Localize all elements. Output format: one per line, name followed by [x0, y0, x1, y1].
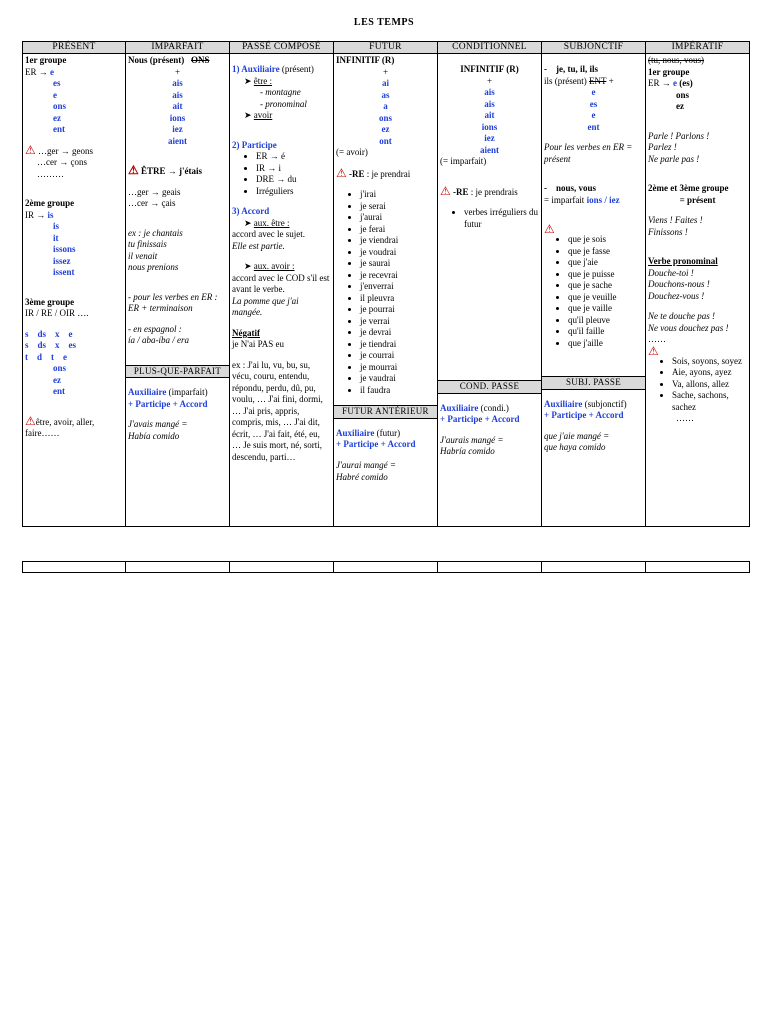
- imparfait-plus: +: [174, 66, 181, 77]
- imparfait-ending: iez: [172, 124, 183, 135]
- subj-list-item: • que j'aie: [568, 257, 643, 269]
- subj-nv-txt: = imparfait ions / iez: [544, 194, 620, 205]
- pc-avoir: ➤ avoir: [244, 110, 273, 121]
- cond-ending: aient: [480, 144, 499, 155]
- present-g3-stem: IR / RE / OIR ….: [25, 308, 89, 319]
- cond-ending: ions: [481, 121, 498, 132]
- empty-row: [23, 562, 750, 573]
- imparfait-head: Nous (présent) ONS: [128, 55, 210, 65]
- present-note: …cer → çons: [37, 157, 87, 168]
- present-g2-ending: issez: [53, 255, 71, 266]
- pc-aux-title: 1) Auxiliaire (présent): [232, 64, 314, 74]
- page-title: LES TEMPS: [353, 17, 415, 28]
- present-g2-line: IR → is: [25, 209, 54, 220]
- subj-list-item: • qu'il faille: [568, 326, 643, 338]
- imp-g23-title: 2ème et 3ème groupe: [648, 183, 729, 194]
- subj-list-item: • qu'il pleuve: [568, 315, 643, 327]
- cond-ending: iez: [484, 133, 495, 144]
- imp-g1-line: ER → e (es): [648, 78, 693, 89]
- subj-passe-example: que j'aie mangé =: [544, 430, 610, 441]
- imp-pron-ex: Douchons-nous !: [648, 279, 710, 290]
- present-g3-row: s ds x es: [25, 340, 77, 351]
- subj-passe-esp: que haya comido: [544, 442, 606, 453]
- imp-end: ……: [676, 413, 694, 424]
- imparfait-ending: ais: [172, 78, 183, 89]
- futur-ant-header: FUTUR ANTÉRIEUR: [334, 405, 437, 419]
- pc-examples: ex : J'ai lu, vu, bu, su, vécu, couru, entendu, répondu, perdu, dû, pu, voulu, … J'ai fini, dormi, … J'ai pris, appris, compris, mis, … J'ai dit, écrit, … J'ai fait, été, eu, … Je suis mort, né, sorti, descendu, parti…: [232, 359, 323, 462]
- futur-ant-aux: Auxiliaire (futur): [336, 427, 401, 438]
- empty-cell: [23, 562, 126, 573]
- header-futur: FUTUR: [334, 42, 438, 54]
- tenses-table: [22, 41, 750, 527]
- cond-passe-example: J'aurais mangé =: [440, 434, 504, 445]
- present-g1-ending: es: [53, 78, 61, 89]
- pc-part-list: [232, 151, 331, 197]
- cond-list-item: • verbes irréguliers du futur: [464, 207, 539, 230]
- imp-g23-sub: = présent: [679, 194, 716, 205]
- imparfait-example: nous prenions: [128, 262, 179, 273]
- header-conditionnel: CONDITIONNEL: [438, 42, 542, 54]
- imp-g1-ending: ons: [676, 89, 690, 100]
- subj-head: - je, tu, il, ils: [544, 64, 598, 74]
- futur-list-item: • je mourrai: [360, 362, 435, 374]
- present-g1-ending: ons: [53, 101, 67, 112]
- subj-list-item: • que je sois: [568, 234, 643, 246]
- present-g2-ending: issons: [53, 244, 76, 255]
- present-g3-title: 3ème groupe: [25, 296, 75, 307]
- imparfait-esp-note: - en espagnol :: [128, 323, 182, 334]
- futur-ending: as: [381, 89, 390, 100]
- empty-cell: [334, 562, 438, 573]
- empty-cell: [438, 562, 542, 573]
- subj-list-item: • que j'aille: [568, 338, 643, 350]
- imp-g23-ex: Viens ! Faites !: [648, 215, 703, 226]
- cond-passe-aux: Auxiliaire (condi.): [440, 402, 509, 413]
- cond-head: INFINITIF (R): [460, 64, 519, 74]
- futur-list-item: • je verrai: [360, 316, 435, 328]
- present-g1-ending: e: [53, 89, 57, 100]
- futur-list-item: • il faudra: [360, 385, 435, 397]
- imparfait-esp-forms: ía / aba-íba / era: [128, 335, 189, 346]
- imp-g23-ex: Finissons !: [648, 226, 688, 237]
- present-g3-ending: ez: [53, 374, 61, 385]
- subj-ending: e: [591, 87, 596, 98]
- futur-avoir: (= avoir): [336, 147, 368, 158]
- pc-acc-avoir-ex: La pomme que j'ai mangée.: [232, 295, 299, 318]
- header-subjonctif: SUBJONCTIF: [542, 42, 646, 54]
- cond-ending: ais: [484, 87, 495, 98]
- pc-acc-avoir-txt: accord avec le COD s'il est avant le verbe.: [232, 272, 330, 295]
- subj-nv-head: - nous, vous: [544, 183, 597, 194]
- warning-icon: ⚠: [440, 183, 451, 198]
- imp-g1-ex: Parle ! Parlons !: [648, 130, 710, 141]
- imp-neg-ex: Ne te douche pas !: [648, 311, 715, 322]
- present-g1-line: ER → e: [25, 66, 55, 77]
- imparfait-ending: aient: [168, 135, 187, 146]
- warning-icon: ⚠: [544, 222, 555, 237]
- subj-list-item: • que je fasse: [568, 246, 643, 258]
- pqp-example: J'avais mangé =: [128, 419, 188, 430]
- imparfait-note: …ger → geais: [128, 186, 181, 197]
- subj-list-item: • que je veuille: [568, 292, 643, 304]
- cell-present: [23, 54, 126, 527]
- futur-ant-esp: Habré comido: [336, 471, 388, 482]
- futur-list-item: • je pourrai: [360, 304, 435, 316]
- futur-list: [336, 189, 435, 396]
- futur-list-item: • je recevrai: [360, 270, 435, 282]
- imp-list: [648, 356, 747, 414]
- present-g3-row: s ds x e: [25, 328, 73, 339]
- futur-list-item: • je ferai: [360, 224, 435, 236]
- subj-list-item: • que je vaille: [568, 303, 643, 315]
- imparfait-example: ex : je chantais: [128, 227, 183, 238]
- imp-pron-ex: Douche-toi !: [648, 267, 694, 278]
- pc-acc-title: 3) Accord: [232, 206, 270, 217]
- futur-list-item: • je voudrai: [360, 247, 435, 259]
- pc-etre-item: - montagne: [260, 87, 301, 98]
- header-imparfait: IMPARFAIT: [126, 42, 230, 54]
- imp-list-item: • Sache, sachons, sachez: [672, 390, 747, 413]
- cell-futur: [334, 54, 438, 527]
- futur-ending: ons: [378, 112, 392, 123]
- futur-list-item: • j'irai: [360, 189, 435, 201]
- subj-ending: es: [589, 98, 598, 109]
- imp-neg-ex: ……: [648, 334, 666, 345]
- cond-ending: ait: [484, 110, 495, 121]
- header-row: [23, 42, 750, 54]
- futur-ending: ai: [381, 78, 389, 89]
- present-g3-ending: ent: [53, 386, 65, 397]
- subj-passe-participe: + Participe + Accord: [544, 410, 624, 421]
- imparfait-ending: ait: [172, 101, 183, 112]
- cond-passe-esp: Habría comido: [440, 446, 495, 457]
- imp-list-item: • Aie, ayons, ayez: [672, 367, 747, 379]
- futur-ant-participe: + Participe + Accord: [336, 439, 416, 450]
- present-note: ………: [37, 168, 64, 179]
- futur-head: INFINITIF (R): [336, 55, 395, 65]
- warning-icon: ⚠: [128, 163, 139, 178]
- pc-acc-etre: ➤ aux. être :: [244, 217, 290, 228]
- imparfait-example: il venait: [128, 250, 158, 261]
- warning-icon: ⚠: [648, 343, 659, 358]
- subj-passe-aux: Auxiliaire (subjonctif): [544, 398, 627, 409]
- imp-pron-ex: Douchez-vous !: [648, 290, 705, 301]
- subj-passe-header: SUBJ. PASSE: [542, 376, 645, 390]
- imp-pron-title: Verbe pronominal: [648, 256, 718, 267]
- futur-list-item: • je saurai: [360, 258, 435, 270]
- subj-ending: ent: [587, 121, 600, 132]
- futur-list-item: • j'enverrai: [360, 281, 435, 293]
- pc-acc-avoir: ➤ aux. avoir :: [244, 261, 295, 272]
- empty-cell: [230, 562, 334, 573]
- pc-acc-etre-ex: Elle est partie.: [232, 240, 285, 251]
- imp-neg-ex: Ne vous douchez pas !: [648, 322, 729, 333]
- imparfait-note: …cer → çais: [128, 198, 176, 209]
- cond-list: [440, 207, 539, 230]
- content-row: [23, 54, 750, 527]
- futur-ant-example: J'aurai mangé =: [336, 459, 396, 470]
- pc-part-item: • DRE → du: [256, 174, 331, 186]
- subj-list-item: • que je puisse: [568, 269, 643, 281]
- present-g1-title: 1er groupe: [25, 55, 67, 65]
- pc-etre-item: - pronominal: [260, 98, 307, 109]
- header-passe-compose: PASSÉ COMPOSÉ: [230, 42, 334, 54]
- imparfait-er-note: - pour les verbes en ER : ER + terminaison: [128, 291, 218, 314]
- cell-subjonctif: [542, 54, 646, 527]
- cond-passe-participe: + Participe + Accord: [440, 414, 520, 425]
- empty-cell: [542, 562, 646, 573]
- pc-neg-title: Négatif: [232, 327, 260, 338]
- empty-table: [22, 561, 750, 573]
- cond-imparfait: (= imparfait): [440, 156, 487, 167]
- cell-imperatif: [646, 54, 750, 527]
- pqp-aux: Auxiliaire (imparfait): [128, 387, 208, 398]
- present-g2-ending: is: [53, 221, 60, 232]
- futur-ending: ez: [381, 124, 390, 135]
- header-imperatif: IMPÉRATIF: [646, 42, 750, 54]
- cond-re-note: ⚠ -RE : je prendrais: [440, 183, 518, 198]
- imp-list-item: • Va, allons, allez: [672, 379, 747, 391]
- empty-cell: [646, 562, 750, 573]
- imp-g1-title: 1er groupe: [648, 66, 690, 77]
- futur-ending: a: [383, 101, 388, 112]
- pc-part-item: • ER → é: [256, 151, 331, 163]
- cond-plus: +: [486, 75, 493, 86]
- cond-passe-header: COND. PASSE: [438, 380, 541, 394]
- pc-part-item: • Irréguliers: [256, 186, 331, 198]
- pqp-participe: + Participe + Accord: [128, 398, 208, 409]
- present-g1-ending: ent: [53, 124, 65, 135]
- futur-list-item: • je courrai: [360, 350, 435, 362]
- futur-list-item: • je devrai: [360, 327, 435, 339]
- cell-conditionnel: [438, 54, 542, 527]
- present-g2-title: 2ème groupe: [25, 198, 75, 209]
- subj-list-item: • que je sache: [568, 280, 643, 292]
- imparfait-ending: ions: [169, 112, 186, 123]
- warning-icon: ⚠: [25, 413, 36, 428]
- imp-g1-ex: Ne parle pas !: [648, 153, 700, 164]
- futur-list-item: • j'aurai: [360, 212, 435, 224]
- present-g2-ending: issent: [53, 267, 75, 278]
- pc-acc-etre-txt: accord avec le sujet.: [232, 229, 305, 240]
- imp-g1-ending: ez: [676, 101, 684, 112]
- imparfait-ending: ais: [172, 89, 183, 100]
- futur-list-item: • il pleuvra: [360, 293, 435, 305]
- futur-list-item: • je vaudrai: [360, 373, 435, 385]
- subj-list: [544, 234, 643, 349]
- cond-ending: ais: [484, 98, 495, 109]
- header-present: PRÉSENT: [23, 42, 126, 54]
- pqp-header: PLUS-QUE-PARFAIT: [126, 365, 229, 379]
- subj-ending: e: [591, 110, 596, 121]
- futur-list-item: • je viendrai: [360, 235, 435, 247]
- imparfait-example: tu finissais: [128, 239, 167, 250]
- imp-list-item: • Sois, soyons, soyez: [672, 356, 747, 368]
- futur-list-item: • je tiendrai: [360, 339, 435, 351]
- pc-part-item: • IR → i: [256, 163, 331, 175]
- warning-icon: ⚠: [25, 142, 36, 157]
- present-g3-row: t d t e: [25, 351, 68, 362]
- subj-er-note: Pour les verbes en ER = présent: [544, 142, 633, 164]
- futur-ending: ont: [379, 135, 392, 146]
- pqp-esp: Había comido: [128, 430, 180, 441]
- present-g1-ending: ez: [53, 112, 61, 123]
- futur-re-note: ⚠ -RE : je prendrai: [336, 165, 411, 180]
- futur-plus: +: [382, 66, 389, 77]
- imp-g1-ex: Parlez !: [648, 142, 677, 153]
- warning-icon: ⚠: [336, 165, 347, 180]
- empty-cell: [126, 562, 230, 573]
- present-g2-ending: it: [53, 232, 59, 243]
- present-note: ⚠ …ger → geons: [25, 142, 94, 157]
- present-irregular: ⚠être, avoir, aller, faire……: [25, 413, 95, 439]
- futur-list-item: • je serai: [360, 201, 435, 213]
- present-g3-ending: ons: [53, 363, 67, 374]
- pc-part-title: 2) Participe: [232, 139, 277, 150]
- subj-head2: ils (présent) ENT +: [544, 75, 614, 86]
- cell-passe-compose: [230, 54, 334, 527]
- pc-etre: ➤ être :: [244, 75, 273, 86]
- imp-strike: (tu, nous, vous): [648, 55, 704, 65]
- pc-neg-txt: je N'ai PAS eu: [232, 339, 285, 350]
- cell-imparfait: [126, 54, 230, 527]
- imparfait-etre: ⚠ ÊTRE → j'étais: [128, 163, 203, 178]
